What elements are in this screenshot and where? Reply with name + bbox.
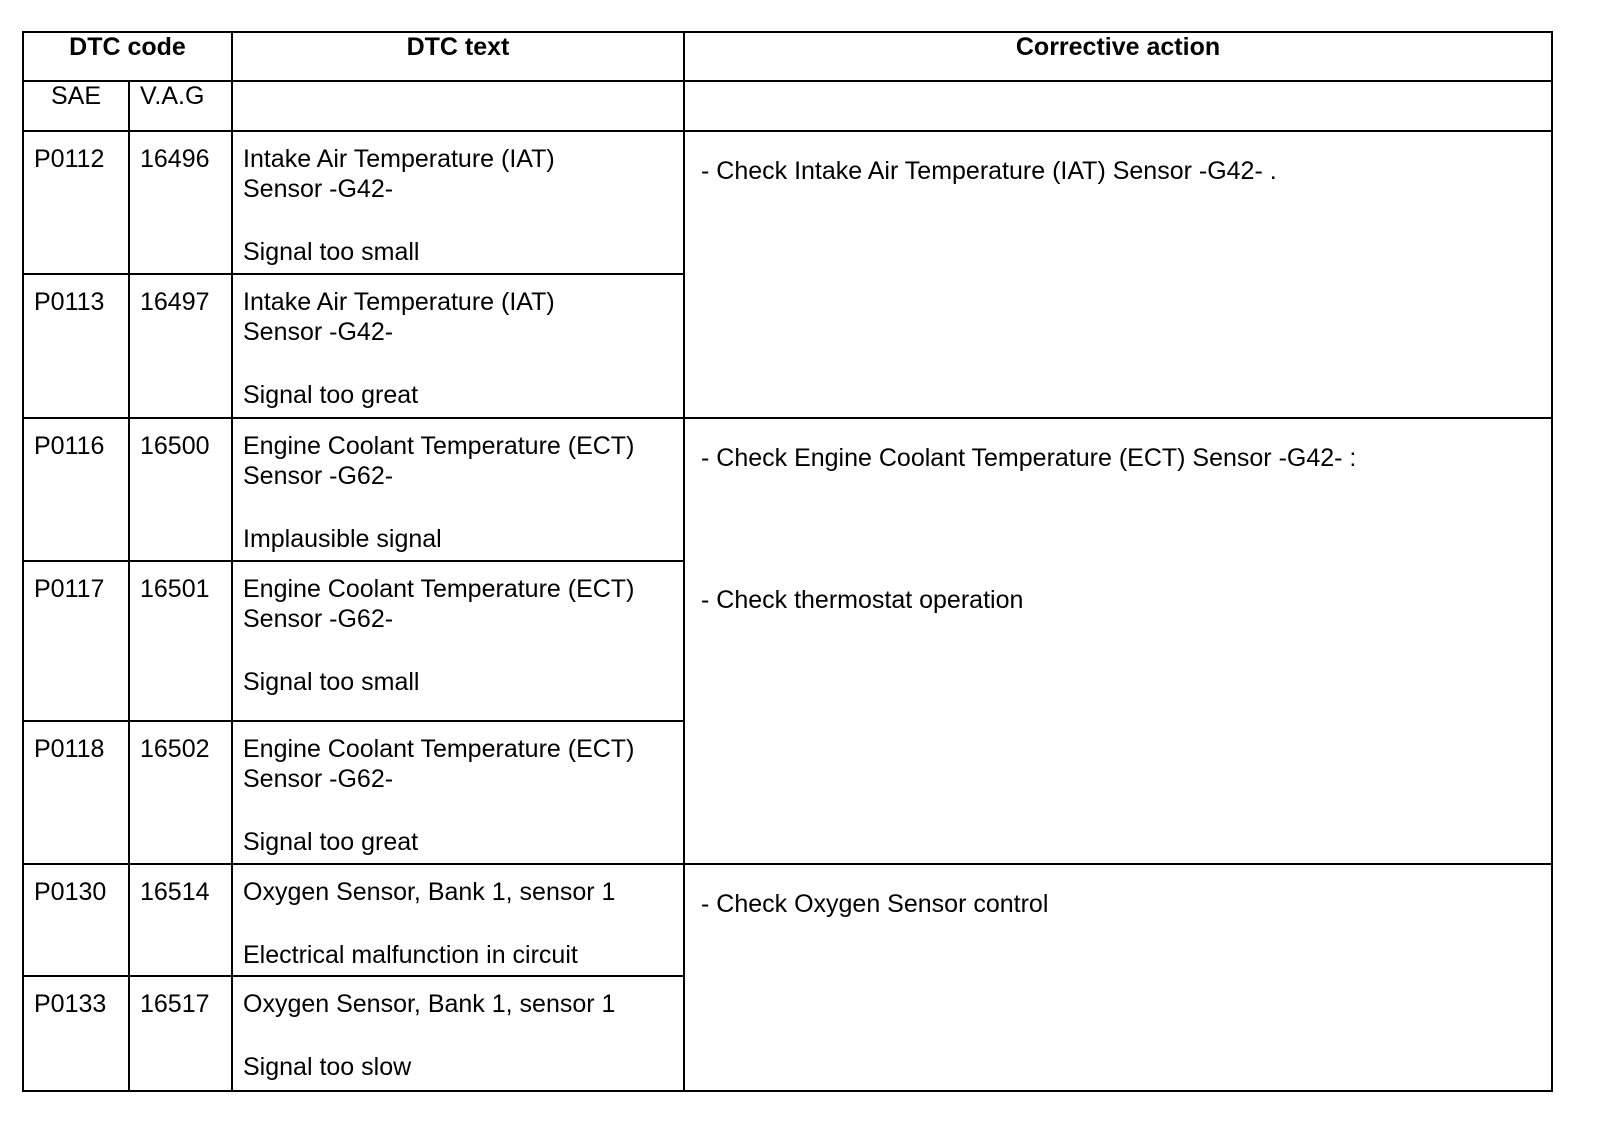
dtc-detail: Signal too small (243, 668, 420, 696)
dtc-detail: Implausible signal (243, 525, 442, 553)
header-dtc-text: DTC text (232, 32, 684, 81)
corrective-action-iat (684, 131, 1552, 418)
dtc-text-line2: Sensor -G42- (243, 318, 394, 346)
action-thermostat: - Check thermostat operation (701, 586, 1024, 614)
action-ect-sensor: - Check Engine Coolant Temperature (ECT) Sensor -G42- : (701, 444, 1357, 472)
subheader-row (23, 81, 1552, 131)
table-row (23, 864, 1552, 976)
action-iat: - Check Intake Air Temperature (IAT) Sensor -G42- . (701, 157, 1277, 185)
dtc-text (232, 274, 684, 418)
dtc-detail: Signal too small (243, 238, 420, 266)
dtc-text (232, 561, 684, 721)
vag-code: 16501 (129, 561, 232, 721)
sae-code: P0116 (23, 418, 129, 561)
dtc-text-line2: Sensor -G62- (243, 462, 394, 490)
dtc-text-line2: Sensor -G42- (243, 175, 394, 203)
vag-code: 16500 (129, 418, 232, 561)
dtc-detail: Signal too great (243, 381, 419, 409)
action-o2: - Check Oxygen Sensor control (701, 890, 1049, 918)
dtc-text (232, 131, 684, 274)
subheader-empty-text (232, 81, 684, 131)
header-vag: V.A.G (129, 81, 232, 131)
header-corrective-action: Corrective action (684, 32, 1552, 81)
dtc-text-line1: Intake Air Temperature (IAT) (243, 288, 555, 316)
dtc-text-line2: Sensor -G62- (243, 605, 394, 633)
corrective-action-ect (684, 418, 1552, 864)
table-row (23, 418, 1552, 561)
dtc-text-line1: Oxygen Sensor, Bank 1, sensor 1 (243, 878, 616, 906)
dtc-text-line1: Engine Coolant Temperature (ECT) (243, 575, 635, 603)
vag-code: 16514 (129, 864, 232, 976)
dtc-text-line1: Engine Coolant Temperature (ECT) (243, 735, 635, 763)
vag-code: 16496 (129, 131, 232, 274)
corrective-action-o2 (684, 864, 1552, 1091)
subheader-empty-action (684, 81, 1552, 131)
sae-code: P0113 (23, 274, 129, 418)
header-sae: SAE (23, 81, 129, 131)
dtc-table (22, 31, 1553, 1092)
sae-code: P0112 (23, 131, 129, 274)
dtc-detail: Signal too slow (243, 1053, 412, 1081)
sae-code: P0130 (23, 864, 129, 976)
vag-code: 16497 (129, 274, 232, 418)
dtc-text-line1: Oxygen Sensor, Bank 1, sensor 1 (243, 990, 616, 1018)
dtc-detail: Signal too great (243, 828, 419, 856)
table-row (23, 131, 1552, 274)
header-row (23, 32, 1552, 81)
header-dtc-code: DTC code (23, 32, 232, 81)
dtc-text (232, 976, 684, 1091)
vag-code: 16502 (129, 721, 232, 864)
vag-code: 16517 (129, 976, 232, 1091)
dtc-text-line1: Intake Air Temperature (IAT) (243, 145, 555, 173)
dtc-text-line1: Engine Coolant Temperature (ECT) (243, 432, 635, 460)
sae-code: P0117 (23, 561, 129, 721)
dtc-detail: Electrical malfunction in circuit (243, 941, 578, 969)
dtc-text-line2: Sensor -G62- (243, 765, 394, 793)
dtc-text (232, 721, 684, 864)
dtc-text (232, 864, 684, 976)
sae-code: P0118 (23, 721, 129, 864)
dtc-text (232, 418, 684, 561)
sae-code: P0133 (23, 976, 129, 1091)
